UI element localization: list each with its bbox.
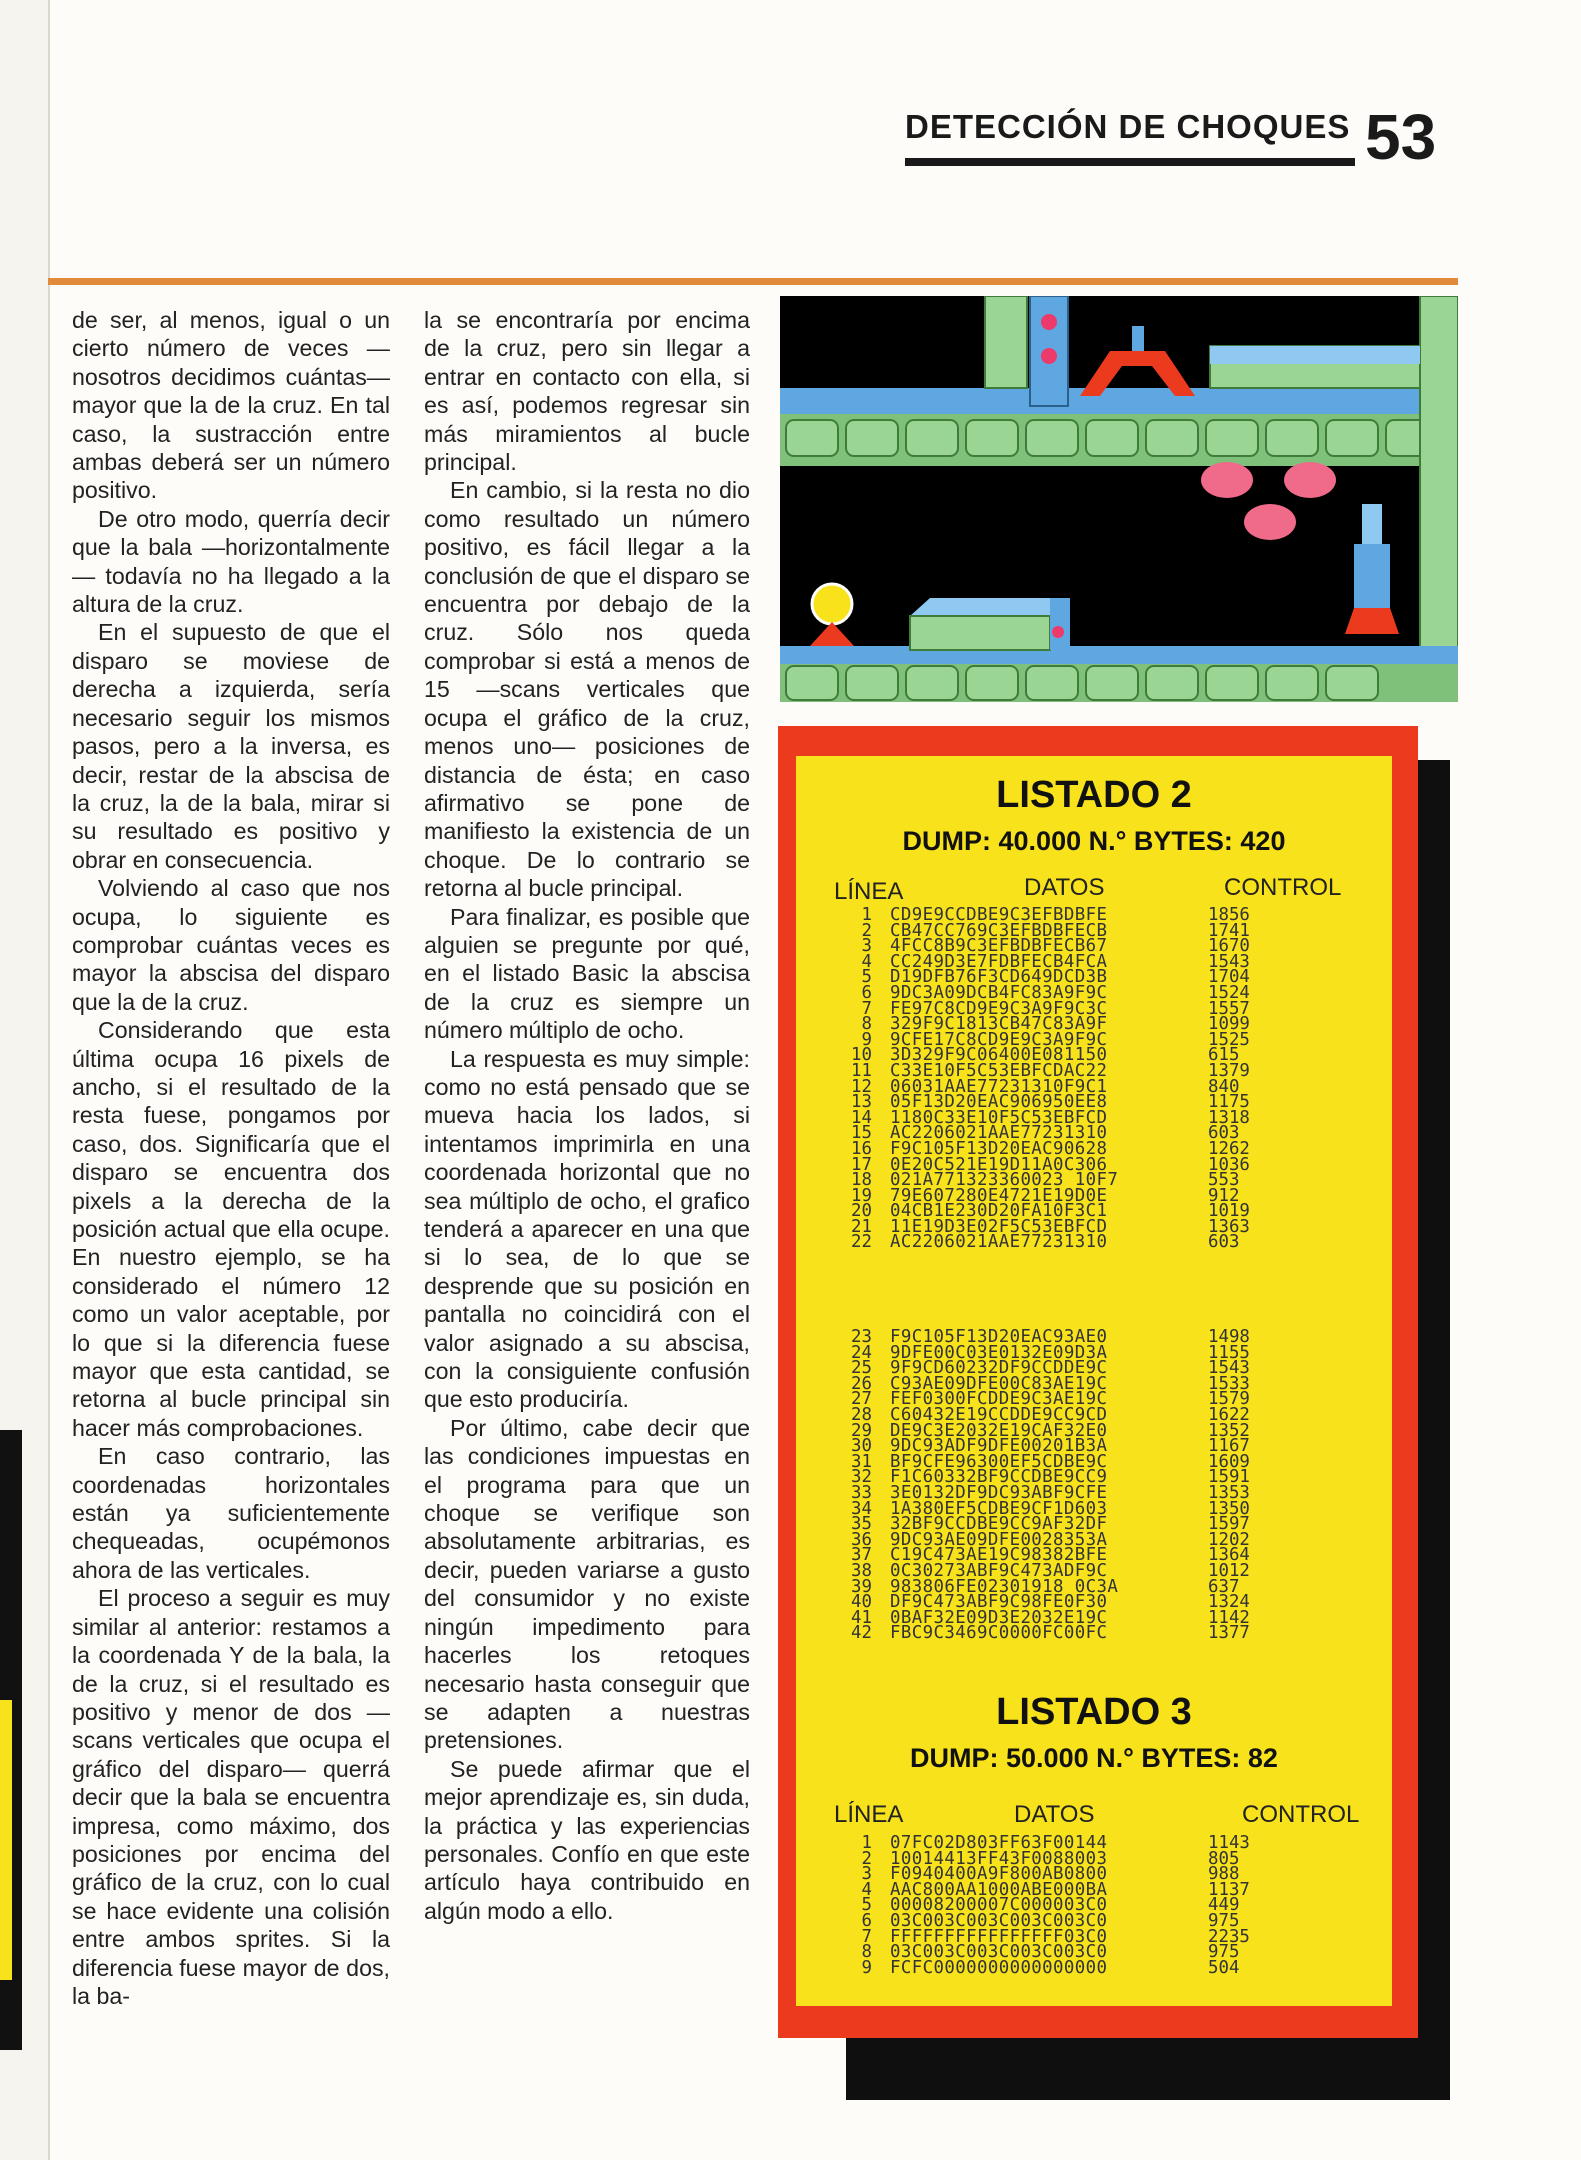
line-number: 42 <box>851 1623 872 1644</box>
header-rule <box>905 158 1355 166</box>
line-number: 21 <box>851 1216 872 1237</box>
hex-data: 03C003C003C003C003C0 <box>890 1910 1108 1931</box>
checksum: 1352 <box>1208 1420 1250 1441</box>
paragraph: En el supuesto de que el disparo se moviese de derecha a izquierda, sería necesario seguir los mismos pasos, pero a la inversa, es decir, restar de la abscisa de la cruz, la de la bala, mirar si su resultado es positivo y obrar en consecuencia. <box>72 619 390 873</box>
listado-2-col-datos: DATOS <box>1024 874 1105 901</box>
paragraph: En cambio, si la resta no dio como resultado un número positivo, es fácil llegar a la conclusión de que el disparo se encuentra por debajo de la cruz. Sólo nos queda comprobar si está a menos de 15 —scans verticales que ocupa el gráfico de la cruz, menos uno— posiciones de distancia de ésta; en caso afirmativo se pone de manifiesto la existencia de un choque. De lo contrario se retorna al bucle principal. <box>424 477 750 902</box>
checksum: 1142 <box>1208 1607 1250 1628</box>
line-number: 6 <box>861 1910 872 1931</box>
hex-data: 00008200007C000003C0 <box>890 1895 1108 1916</box>
hex-data: 05F13D20EAC906950EE8 <box>890 1092 1108 1113</box>
checksum: 1324 <box>1208 1592 1250 1613</box>
hex-data: 0C30273ABF9C473ADF9C <box>890 1560 1108 1581</box>
checksum: 975 <box>1208 1942 1240 1963</box>
facing-page-edge <box>0 0 50 2160</box>
hex-data: 04CB1E230D20FA10F3C1 <box>890 1201 1108 1222</box>
checksum: 1318 <box>1208 1107 1250 1128</box>
checksum: 1622 <box>1208 1404 1250 1425</box>
line-number: 28 <box>851 1404 872 1425</box>
hex-data: CC249D3E7FDBFECB4FCA <box>890 951 1108 972</box>
line-number: 23 <box>851 1327 872 1347</box>
checksum: 1036 <box>1208 1154 1250 1175</box>
line-number: 32 <box>851 1467 872 1488</box>
paragraph: Volviendo al caso que nos ocupa, lo siguiente es comprobar cuántas veces es mayor la abscisa del disparo que la de la cruz. <box>72 875 390 1015</box>
checksum: 637 <box>1208 1576 1240 1597</box>
game-scene-illustration <box>780 296 1458 702</box>
facing-page-yellow-block <box>0 1700 12 1980</box>
line-number: 31 <box>851 1451 872 1472</box>
hex-data: D19DFB76F3CD649DCD3B <box>890 967 1108 988</box>
hex-data: 9DC93AE09DFE0028353A <box>890 1529 1108 1550</box>
paragraph: Para finalizar, es posible que alguien se pregunte por qué, en el listado Basic la abscisa de la cruz es siempre un número múltiplo de ocho. <box>424 903 750 1044</box>
checksum: 1524 <box>1208 982 1250 1003</box>
hex-data: F0940400A9F800AB0800 <box>890 1864 1108 1885</box>
listado-2-rows-a <box>836 905 1288 1253</box>
hex-data: 0BAF32E09D3E2032E19C <box>890 1607 1108 1628</box>
line-number: 9 <box>861 1029 872 1050</box>
checksum: 1579 <box>1208 1389 1250 1410</box>
line-number: 25 <box>851 1358 872 1379</box>
checksum: 1533 <box>1208 1373 1250 1394</box>
listing-row <box>836 1232 1288 1253</box>
checksum: 504 <box>1208 1957 1240 1978</box>
line-number: 6 <box>861 982 872 1003</box>
checksum: 1543 <box>1208 1358 1250 1379</box>
listing-row <box>836 1623 1288 1644</box>
listing-panel <box>796 756 1392 2006</box>
line-number: 9 <box>861 1957 872 1978</box>
checksum: 1202 <box>1208 1529 1250 1550</box>
checksum: 1363 <box>1208 1216 1250 1237</box>
paragraph: de ser, al menos, igual o un cierto número de veces —nosotros decidimos cuántas— mayor que la de la cruz. En tal caso, la sustracción entre ambas deberá ser un número positivo. <box>72 307 390 504</box>
checksum: 1353 <box>1208 1482 1250 1503</box>
line-number: 33 <box>851 1482 872 1503</box>
hex-data: F9C105F13D20EAC90628 <box>890 1138 1108 1159</box>
checksum: 912 <box>1208 1185 1240 1206</box>
checksum: 1262 <box>1208 1138 1250 1159</box>
line-number: 3 <box>861 936 872 957</box>
checksum: 1364 <box>1208 1545 1250 1566</box>
checksum: 1498 <box>1208 1327 1250 1347</box>
hex-data: AC2206021AAE77231310 <box>890 1232 1108 1253</box>
checksum: 1012 <box>1208 1560 1250 1581</box>
hex-data: AC2206021AAE77231310 <box>890 1123 1108 1144</box>
checksum: 449 <box>1208 1895 1240 1916</box>
listing-row <box>836 1957 1288 1978</box>
hex-data: FBC9C3469C0000FC00FC <box>890 1623 1108 1644</box>
checksum: 840 <box>1208 1076 1240 1097</box>
line-number: 20 <box>851 1201 872 1222</box>
checksum: 1741 <box>1208 920 1250 941</box>
hex-data: 9DFE00C03E0132E09D3A <box>890 1342 1108 1363</box>
line-number: 29 <box>851 1420 872 1441</box>
listing-box <box>778 726 1418 2038</box>
paragraph: Considerando que esta última ocupa 16 pixels de ancho, si el resultado de la resta fuese, pongamos por caso, dos. Significaría que el disparo se encuentra dos pixels a la derecha de la posición actual que ella ocupe. En nuestro ejemplo, se ha considerado el número 12 como un valor aceptable, por lo que si la diferencia fuese mayor que esta cantidad, se retorna al bucle principal sin hacer más comprobaciones. <box>72 1017 390 1441</box>
hex-data: 1A380EF5CDBE9CF1D603 <box>890 1498 1108 1519</box>
hex-data: FCFC0000000000000000 <box>890 1957 1108 1978</box>
line-number: 8 <box>861 1014 872 1035</box>
paragraph: Por último, cabe decir que las condiciones impuestas en el programa para que un choque se verifique son absolutamente arbitrarias, es decir, pueden variarse a gusto del consumidor y no existe ningún impedimento para hacerles los retoques necesario hasta conseguir que se adapten a nuestras pretensiones. <box>424 1414 750 1754</box>
line-number: 10 <box>851 1045 872 1066</box>
line-number: 13 <box>851 1092 872 1113</box>
line-number: 35 <box>851 1514 872 1535</box>
checksum: 1704 <box>1208 967 1250 988</box>
hex-data: FFFFFFFFFFFFFFFF03C0 <box>890 1926 1108 1947</box>
line-number: 38 <box>851 1560 872 1581</box>
hex-data: 3E0132DF9DC93ABF9CFE <box>890 1482 1108 1503</box>
hex-data: CB47CC769C3EFBDBFECB <box>890 920 1108 941</box>
hex-data: C19C473AE19C98382BFE <box>890 1545 1108 1566</box>
hex-data: 0E20C521E19D11A0C306 <box>890 1154 1108 1175</box>
checksum: 1543 <box>1208 951 1250 972</box>
line-number: 8 <box>861 1942 872 1963</box>
listado-3-rows <box>836 1833 1288 1978</box>
line-number: 37 <box>851 1545 872 1566</box>
page-number: 53 <box>1365 101 1437 173</box>
hex-data: F9C105F13D20EAC93AE0 <box>890 1327 1108 1347</box>
hex-data: C60432E19CCDDE9CC9CD <box>890 1404 1108 1425</box>
hex-data: 9DC3A09DCB4FC83A9F9C <box>890 982 1108 1003</box>
listado-3-title: LISTADO 3 <box>996 1691 1192 1733</box>
listado-3-col-control: CONTROL <box>1242 1801 1360 1828</box>
line-number: 1 <box>861 905 872 925</box>
hex-data: 06031AAE77231310F9C1 <box>890 1076 1108 1097</box>
hex-data: C33E10F5C53EBFCDAC22 <box>890 1060 1108 1081</box>
line-number: 12 <box>851 1076 872 1097</box>
paragraph: En caso contrario, las coordenadas horizontales están ya suficientemente chequeadas, ocupémonos ahora de las verticales. <box>72 1443 390 1583</box>
hex-data: DF9C473ABF9C98FE0F30 <box>890 1592 1108 1613</box>
paragraph: La respuesta es muy simple: como no está pensado que se mueva hacia los lados, si intentamos imprimirla en una coordenada horizontal que no sea múltiplo de ocho, el grafico tenderá a aparecer en una que si lo sea, de lo que se desprende que su posición en pantalla no coincidirá con el valor asignado a su abscisa, con la consiguiente confusión que esto produciría. <box>424 1045 750 1413</box>
checksum: 975 <box>1208 1910 1240 1931</box>
checksum: 603 <box>1208 1232 1240 1253</box>
line-number: 15 <box>851 1123 872 1144</box>
line-number: 19 <box>851 1185 872 1206</box>
checksum: 1019 <box>1208 1201 1250 1222</box>
line-number: 11 <box>851 1060 872 1081</box>
checksum: 1175 <box>1208 1092 1250 1113</box>
line-number: 27 <box>851 1389 872 1410</box>
checksum: 1856 <box>1208 905 1250 925</box>
line-number: 24 <box>851 1342 872 1363</box>
hex-data: 9CFE17C8CD9E9C3A9F9C <box>890 1029 1108 1050</box>
line-number: 5 <box>861 967 872 988</box>
hex-data: DE9C3E2032E19CAF32E0 <box>890 1420 1108 1441</box>
paragraph: De otro modo, querría decir que la bala —horizontalmente— todavía no ha llegado a la altura de la cruz. <box>72 505 390 618</box>
line-number: 39 <box>851 1576 872 1597</box>
checksum: 615 <box>1208 1045 1240 1066</box>
hex-data: 79E607280E4721E19D0E <box>890 1185 1108 1206</box>
checksum: 1557 <box>1208 998 1250 1019</box>
checksum: 1137 <box>1208 1879 1250 1900</box>
text-column-2 <box>424 306 750 1925</box>
line-number: 41 <box>851 1607 872 1628</box>
checksum: 603 <box>1208 1123 1240 1144</box>
line-number: 5 <box>861 1895 872 1916</box>
listado-3-col-linea: LÍNEA <box>834 1801 904 1828</box>
hex-data: FE97C8CD9E9C3A9F9C3C <box>890 998 1108 1019</box>
line-number: 2 <box>861 1848 872 1869</box>
paragraph: Se puede afirmar que el mejor aprendizaje es, sin duda, la práctica y las experiencias personales. Confío en que este artículo haya contribuido en algún modo a ello. <box>424 1755 750 1924</box>
hex-data: 9DC93ADF9DFE00201B3A <box>890 1436 1108 1457</box>
hex-data: 11E19D3E02F5C53EBFCD <box>890 1216 1108 1237</box>
listado-3-subtitle: DUMP: 50.000 N.° BYTES: 82 <box>910 1743 1278 1773</box>
hex-data: 32BF9CCDBE9CC9AF32DF <box>890 1514 1108 1535</box>
top-rule <box>48 278 1458 285</box>
hex-data: CD9E9CCDBE9C3EFBDBFE <box>890 905 1108 925</box>
line-number: 2 <box>861 920 872 941</box>
hex-data: 4FCC8B9C3EFBDBFECB67 <box>890 936 1108 957</box>
hex-data: 9F9CD60232DF9CCDDE9C <box>890 1358 1108 1379</box>
hex-data: C93AE09DFE00C83AE19C <box>890 1373 1108 1394</box>
paragraph: la se encontraría por encima de la cruz, pero sin llegar a entrar en contacto con ella, si es así, podemos regresar sin más miramientos al bucle principal. <box>424 307 750 476</box>
line-number: 4 <box>861 1879 872 1900</box>
checksum: 553 <box>1208 1170 1240 1191</box>
line-number: 4 <box>861 951 872 972</box>
checksum: 1609 <box>1208 1451 1250 1472</box>
line-number: 26 <box>851 1373 872 1394</box>
hex-data: 3D329F9C06400E081150 <box>890 1045 1108 1066</box>
listado-2-col-linea: LÍNEA <box>834 878 904 905</box>
hex-data: 03C003C003C003C003C0 <box>890 1942 1108 1963</box>
line-number: 34 <box>851 1498 872 1519</box>
checksum: 805 <box>1208 1848 1240 1869</box>
hex-data: BF9CFE96300EF5CDBE9C <box>890 1451 1108 1472</box>
checksum: 1377 <box>1208 1623 1250 1644</box>
line-number: 16 <box>851 1138 872 1159</box>
checksum: 1597 <box>1208 1514 1250 1535</box>
checksum: 988 <box>1208 1864 1240 1885</box>
checksum: 1155 <box>1208 1342 1250 1363</box>
line-number: 36 <box>851 1529 872 1550</box>
hex-data: 10014413FF43F0088003 <box>890 1848 1108 1869</box>
listado-2-title: LISTADO 2 <box>996 774 1192 816</box>
checksum: 1167 <box>1208 1436 1250 1457</box>
listado-2-rows-b <box>836 1327 1288 1644</box>
hex-data: 021A771323360023 10F7 <box>890 1170 1119 1191</box>
line-number: 40 <box>851 1592 872 1613</box>
page-header <box>905 100 1455 173</box>
checksum: 2235 <box>1208 1926 1250 1947</box>
listado-3-col-datos: DATOS <box>1014 1801 1095 1828</box>
checksum: 1591 <box>1208 1467 1250 1488</box>
hex-data: F1C60332BF9CCDBE9CC9 <box>890 1467 1108 1488</box>
line-number: 1 <box>861 1833 872 1853</box>
checksum: 1350 <box>1208 1498 1250 1519</box>
listado-2-subtitle: DUMP: 40.000 N.° BYTES: 420 <box>902 826 1286 856</box>
hex-data: 1180C33E10F5C53EBFCD <box>890 1107 1108 1128</box>
checksum: 1379 <box>1208 1060 1250 1081</box>
hex-data: 07FC02D803FF63F00144 <box>890 1833 1108 1853</box>
hex-data: AAC800AA1000ABE000BA <box>890 1879 1108 1900</box>
hex-data: FEF0300FCDDE9C3AE19C <box>890 1389 1108 1410</box>
line-number: 7 <box>861 1926 872 1947</box>
hex-data: 983806FE02301918 0C3A <box>890 1576 1119 1597</box>
line-number: 22 <box>851 1232 872 1253</box>
line-number: 14 <box>851 1107 872 1128</box>
line-number: 3 <box>861 1864 872 1885</box>
checksum: 1143 <box>1208 1833 1250 1853</box>
hex-data: 329F9C1813CB47C83A9F <box>890 1014 1108 1035</box>
line-number: 18 <box>851 1170 872 1191</box>
checksum: 1670 <box>1208 936 1250 957</box>
line-number: 30 <box>851 1436 872 1457</box>
text-column-1 <box>72 306 390 2010</box>
game-screenshot <box>780 296 1458 702</box>
section-title: DETECCIÓN DE CHOQUES <box>905 108 1351 145</box>
listado-2-col-control: CONTROL <box>1224 874 1342 901</box>
checksum: 1099 <box>1208 1014 1250 1035</box>
line-number: 17 <box>851 1154 872 1175</box>
checksum: 1525 <box>1208 1029 1250 1050</box>
paragraph: El proceso a seguir es muy similar al anterior: restamos a la coordenada Y de la bala, la de la cruz, si el resultado es positivo y menor de dos —scans verticales que ocupa el gráfico del disparo— querrá decir que la bala se encuentra impresa, como máximo, dos posiciones por encima del gráfico de la cruz, con lo cual se hace evidente una colisión entre ambos sprites. Si la diferencia fuese mayor de dos, la ba- <box>72 1585 390 2009</box>
line-number: 7 <box>861 998 872 1019</box>
